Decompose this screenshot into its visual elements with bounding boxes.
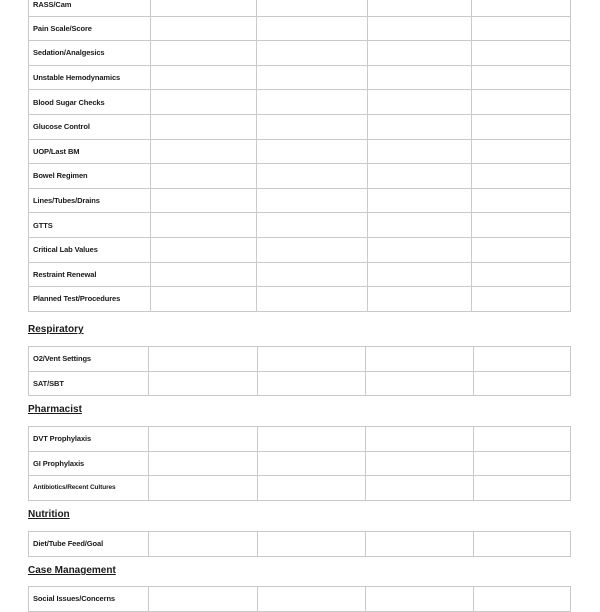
- row-label-uop: UOP/Last BM: [29, 139, 151, 164]
- entry-cell[interactable]: [472, 90, 571, 115]
- row-label-sat-sbt: SAT/SBT: [29, 371, 149, 396]
- table-row: [29, 164, 571, 189]
- entry-cell[interactable]: [368, 41, 472, 66]
- section-title-pharmacist: Pharmacist: [28, 404, 82, 415]
- entry-cell[interactable]: [257, 16, 368, 41]
- row-label-antibiotics: Antibiotics/Recent Cultures: [29, 476, 149, 501]
- row-label-pain-scale: Pain Scale/Score: [29, 16, 151, 41]
- entry-cell[interactable]: [474, 371, 571, 396]
- entry-cell[interactable]: [366, 347, 474, 372]
- row-label-sedation: Sedation/Analgesics: [29, 41, 151, 66]
- entry-cell[interactable]: [151, 188, 257, 213]
- entry-cell[interactable]: [151, 262, 257, 287]
- table-row: [29, 41, 571, 66]
- entry-cell[interactable]: [257, 0, 368, 16]
- entry-cell[interactable]: [474, 532, 571, 557]
- entry-cell[interactable]: [368, 237, 472, 262]
- row-label-gtts: GTTS: [29, 213, 151, 238]
- entry-cell[interactable]: [258, 347, 366, 372]
- entry-cell[interactable]: [151, 16, 257, 41]
- table-row: [29, 427, 571, 452]
- row-label-social-issues: Social Issues/Concerns: [29, 587, 149, 612]
- entry-cell[interactable]: [368, 16, 472, 41]
- entry-cell[interactable]: [257, 114, 368, 139]
- entry-cell[interactable]: [472, 139, 571, 164]
- table-row: [29, 476, 571, 501]
- entry-cell[interactable]: [368, 114, 472, 139]
- entry-cell[interactable]: [472, 0, 571, 16]
- entry-cell[interactable]: [151, 90, 257, 115]
- entry-cell[interactable]: [151, 65, 257, 90]
- row-label-blood-sugar: Blood Sugar Checks: [29, 90, 151, 115]
- section-title-respiratory: Respiratory: [28, 324, 84, 335]
- table-row: [29, 213, 571, 238]
- row-label-gi: GI Prophylaxis: [29, 451, 149, 476]
- entry-cell[interactable]: [366, 451, 474, 476]
- row-label-restraint: Restraint Renewal: [29, 262, 151, 287]
- entry-cell[interactable]: [258, 451, 366, 476]
- table-row: [29, 237, 571, 262]
- entry-cell[interactable]: [472, 114, 571, 139]
- row-label-diet: Diet/Tube Feed/Goal: [29, 532, 149, 557]
- entry-cell[interactable]: [366, 532, 474, 557]
- row-label-planned-tests: Planned Test/Procedures: [29, 287, 151, 312]
- nutrition-table: [28, 531, 571, 557]
- entry-cell[interactable]: [474, 587, 571, 612]
- entry-cell[interactable]: [149, 347, 258, 372]
- case-management-table: [28, 586, 571, 612]
- table-row: [29, 90, 571, 115]
- entry-cell[interactable]: [472, 16, 571, 41]
- table-row: [29, 262, 571, 287]
- entry-cell[interactable]: [472, 213, 571, 238]
- entry-cell[interactable]: [151, 237, 257, 262]
- entry-cell[interactable]: [258, 476, 366, 501]
- table-row: [29, 371, 571, 396]
- entry-cell[interactable]: [149, 371, 258, 396]
- entry-cell[interactable]: [474, 451, 571, 476]
- entry-cell[interactable]: [368, 262, 472, 287]
- table-row: [29, 287, 571, 312]
- row-label-critical-labs: Critical Lab Values: [29, 237, 151, 262]
- entry-cell[interactable]: [149, 451, 258, 476]
- table-row: [29, 139, 571, 164]
- entry-cell[interactable]: [366, 587, 474, 612]
- row-label-hemodynamics: Unstable Hemodynamics: [29, 65, 151, 90]
- entry-cell[interactable]: [472, 41, 571, 66]
- row-label-dvt: DVT Prophylaxis: [29, 427, 149, 452]
- entry-cell[interactable]: [472, 164, 571, 189]
- entry-cell[interactable]: [257, 287, 368, 312]
- entry-cell[interactable]: [151, 164, 257, 189]
- entry-cell[interactable]: [151, 139, 257, 164]
- table-row: [29, 188, 571, 213]
- entry-cell[interactable]: [474, 476, 571, 501]
- entry-cell[interactable]: [366, 371, 474, 396]
- section-title-nutrition: Nutrition: [28, 509, 70, 520]
- entry-cell[interactable]: [472, 262, 571, 287]
- entry-cell[interactable]: [151, 114, 257, 139]
- table-row: [29, 16, 571, 41]
- entry-cell[interactable]: [368, 188, 472, 213]
- entry-cell[interactable]: [368, 65, 472, 90]
- row-label-lines: Lines/Tubes/Drains: [29, 188, 151, 213]
- entry-cell[interactable]: [257, 213, 368, 238]
- entry-cell[interactable]: [257, 164, 368, 189]
- entry-cell[interactable]: [257, 41, 368, 66]
- entry-cell[interactable]: [149, 587, 258, 612]
- entry-cell[interactable]: [257, 90, 368, 115]
- row-label-rass-cam: RASS/Cam: [29, 0, 151, 16]
- table-row: [29, 532, 571, 557]
- entry-cell[interactable]: [149, 476, 258, 501]
- table-row: [29, 451, 571, 476]
- section-title-case-management: Case Management: [28, 565, 116, 576]
- entry-cell[interactable]: [258, 427, 366, 452]
- row-label-glucose: Glucose Control: [29, 114, 151, 139]
- table-row: [29, 347, 571, 372]
- entry-cell[interactable]: [257, 65, 368, 90]
- entry-cell[interactable]: [257, 237, 368, 262]
- entry-cell[interactable]: [368, 164, 472, 189]
- entry-cell[interactable]: [368, 139, 472, 164]
- entry-cell[interactable]: [368, 0, 472, 16]
- entry-cell[interactable]: [472, 188, 571, 213]
- entry-cell[interactable]: [257, 262, 368, 287]
- entry-cell[interactable]: [474, 347, 571, 372]
- table-row: [29, 114, 571, 139]
- row-label-o2-vent: O2/Vent Settings: [29, 347, 149, 372]
- table-row: [29, 587, 571, 612]
- entry-cell[interactable]: [368, 287, 472, 312]
- entry-cell[interactable]: [257, 139, 368, 164]
- entry-cell[interactable]: [151, 41, 257, 66]
- entry-cell[interactable]: [149, 532, 258, 557]
- pharmacist-table: [28, 426, 571, 501]
- table-row: [29, 0, 571, 16]
- respiratory-table: [28, 346, 571, 396]
- entry-cell[interactable]: [151, 213, 257, 238]
- entry-cell[interactable]: [258, 532, 366, 557]
- entry-cell[interactable]: [472, 65, 571, 90]
- entry-cell[interactable]: [149, 427, 258, 452]
- entry-cell[interactable]: [472, 287, 571, 312]
- entry-cell[interactable]: [257, 188, 368, 213]
- row-label-bowel: Bowel Regimen: [29, 164, 151, 189]
- entry-cell[interactable]: [474, 427, 571, 452]
- entry-cell[interactable]: [258, 587, 366, 612]
- table-row: [29, 65, 571, 90]
- entry-cell[interactable]: [151, 287, 257, 312]
- entry-cell[interactable]: [368, 90, 472, 115]
- entry-cell[interactable]: [258, 371, 366, 396]
- entry-cell[interactable]: [366, 427, 474, 452]
- entry-cell[interactable]: [472, 237, 571, 262]
- entry-cell[interactable]: [368, 213, 472, 238]
- entry-cell[interactable]: [151, 0, 257, 16]
- entry-cell[interactable]: [366, 476, 474, 501]
- main-checklist-table: [28, 0, 571, 312]
